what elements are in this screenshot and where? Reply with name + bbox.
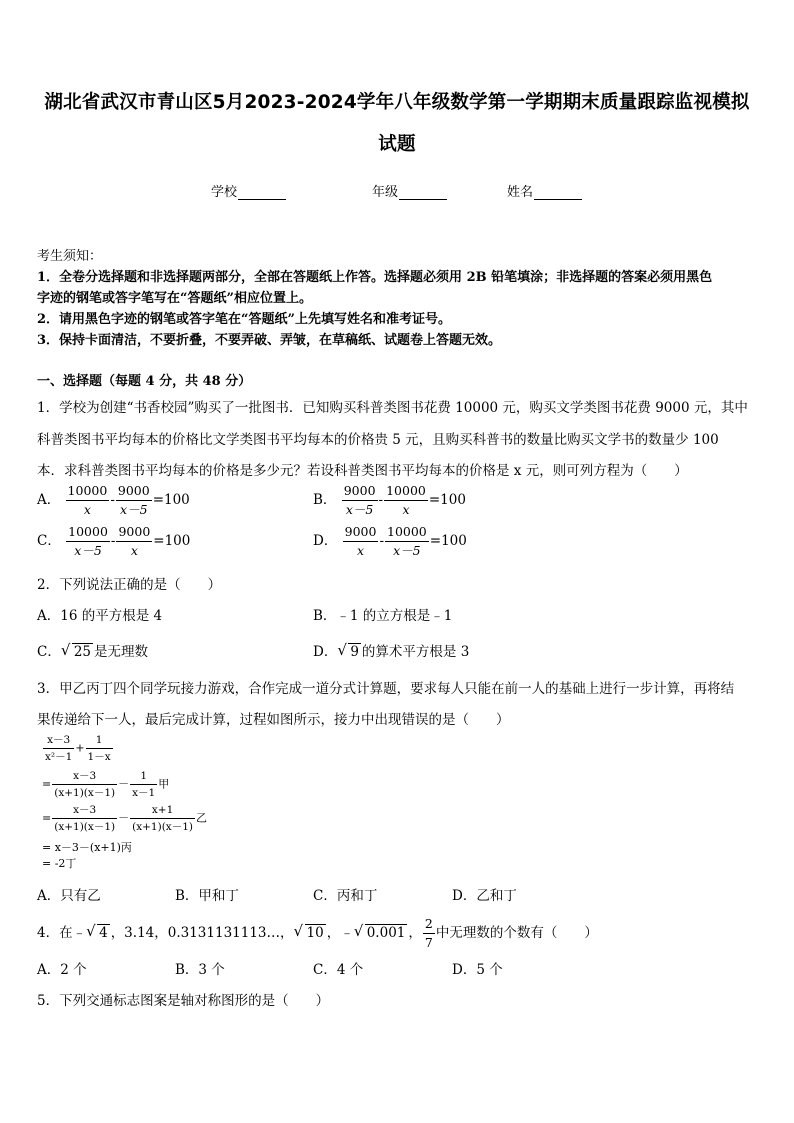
q1-option-d: D． $\frac{9000}{x}$ - $\frac{10000}{x-5}$ =100 — [313, 524, 467, 558]
sqrt-symbol: √ 4 — [86, 924, 110, 941]
q2-option-b: B．﹣1 的立方根是﹣1 — [313, 608, 453, 624]
q3-option-d: D．乙和丁 — [452, 888, 517, 904]
calc-row-4: = x－3－(x+1)丙 — [42, 841, 132, 854]
name-label: 姓名 — [507, 185, 534, 200]
sqrt-symbol: √ 9 — [337, 643, 361, 660]
sqrt-symbol: √ 10 — [294, 924, 326, 941]
sqrt-symbol: √ 0.001 — [354, 924, 408, 941]
fraction: $\frac{10000}{x-5}$ — [68, 524, 108, 558]
calc-row-3: = $\frac{x-3}{(x+1)(x-1)}$ － $\frac{x+1}{(x+1)(x-1)}$ 乙 — [42, 804, 207, 833]
fraction: $\frac{9000}{x-5}$ — [343, 483, 376, 517]
q4-stem: 4．在﹣√ 4 ，3.14，0.3131131113…，√ 10 ，﹣√ 0.001 ， $\frac{2}{7}$ 中无理数的个数有（ ） — [37, 918, 598, 949]
q3-line1: 3．甲乙丙丁四个同学玩接力游戏，合作完成一道分式计算题，要求每人只能在前一人的基础上进行一步计算，再将结 — [37, 681, 735, 697]
grade-label: 年级 — [372, 185, 399, 200]
grade-field — [372, 181, 447, 200]
q3-option-a: A．只有乙 — [37, 888, 101, 904]
calc-row-2: = $\frac{x-3}{(x+1)(x-1)}$ － $\frac{1}{x-1}$ 甲 — [42, 770, 170, 799]
notice-item-3: 3．保持卡面清洁，不要折叠，不要弄破、弄皱，在草稿纸、试题卷上答题无效。 — [37, 333, 502, 348]
calc-row-5: = -2丁 — [42, 857, 77, 870]
exam-title-line2: 试题 — [378, 134, 416, 155]
notice-item-1a: 1．全卷分选择题和非选择题两部分，全部在答题纸上作答。选择题必须用 2B 铅笔填涂；非选择题的答案必须用黑色 — [37, 270, 713, 285]
fraction: $\frac{2}{7}$ — [424, 916, 433, 950]
notice-item-2: 2．请用黑色字迹的钢笔或答字笔在“答题纸”上先填写姓名和准考证号。 — [37, 312, 452, 327]
school-blank — [238, 185, 286, 200]
name-field — [507, 181, 582, 200]
q2-option-d: D．√ 9 的算术平方根是 3 — [313, 640, 469, 660]
calc-row-1: $\frac{x-3}{\text{x²－1}}$ + $\frac{1}{1-x}$ — [45, 734, 111, 763]
sqrt-symbol: √ 25 — [61, 643, 93, 660]
q1-line1: 1．学校为创建“书香校园”购买了一批图书．已知购买科普类图书花费 10000 元，购买文学类图书花费 9000 元，其中 — [37, 400, 748, 416]
notice-item-1b: 字迹的钢笔或答字笔写在“答题纸”相应位置上。 — [37, 291, 312, 306]
q2-option-c: C．√ 25 是无理数 — [37, 640, 148, 660]
q5-stem: 5．下列交通标志图案是轴对称图形的是（ ） — [37, 993, 330, 1009]
q3-option-b: B．甲和丁 — [175, 888, 239, 904]
q4-option-d: D．5 个 — [452, 962, 503, 978]
school-label: 学校 — [211, 185, 238, 200]
name-blank — [534, 185, 582, 200]
fraction: $\frac{9000}{x-5}$ — [117, 483, 150, 517]
fraction: $\frac{9000}{x}$ — [118, 524, 151, 558]
q1-option-b: B． $\frac{9000}{x-5}$ - $\frac{10000}{x}$ =100 — [313, 483, 466, 517]
q1-option-c: C． $\frac{10000}{x-5}$ - $\frac{9000}{x}$ =100 — [37, 524, 191, 558]
q1-line2: 科普类图书平均每本的价格比文学类图书平均每本的价格贵 5 元，且购买科普书的数量比购买文学书的数量少 100 — [37, 432, 719, 448]
q2-option-a: A．16 的平方根是 4 — [37, 608, 163, 624]
q1-option-a: A． $\frac{10000}{x}$ - $\frac{9000}{x-5}$ =100 — [37, 483, 190, 517]
fraction: $\frac{9000}{x}$ — [344, 524, 377, 558]
exam-title-line1: 湖北省武汉市青山区5月2023-2024学年八年级数学第一学期期末质量跟踪监视模拟 — [44, 92, 750, 113]
q3-line2: 果传递给下一人，最后完成计算，过程如图所示，接力中出现错误的是（ ） — [37, 712, 510, 728]
notice-heading: 考生须知： — [37, 249, 103, 264]
section-heading: 一、选择题（每题 4 分，共 48 分） — [37, 374, 252, 389]
fraction: $\frac{10000}{x-5}$ — [387, 524, 427, 558]
q4-option-c: C．4 个 — [313, 962, 364, 978]
school-field — [211, 181, 286, 200]
grade-blank — [399, 185, 447, 200]
q4-option-a: A．2 个 — [37, 962, 87, 978]
q4-option-b: B．3 个 — [175, 962, 225, 978]
q3-option-c: C．丙和丁 — [313, 888, 378, 904]
q1-line3: 本．求科普类图书平均每本的价格是多少元？若设科普类图书平均每本的价格是 x 元，则可列方程为（ ） — [37, 463, 688, 479]
fraction: $\frac{10000}{x}$ — [386, 483, 426, 517]
fraction: $\frac{10000}{x}$ — [67, 483, 108, 517]
q2-stem: 2．下列说法正确的是（ ） — [37, 577, 222, 593]
